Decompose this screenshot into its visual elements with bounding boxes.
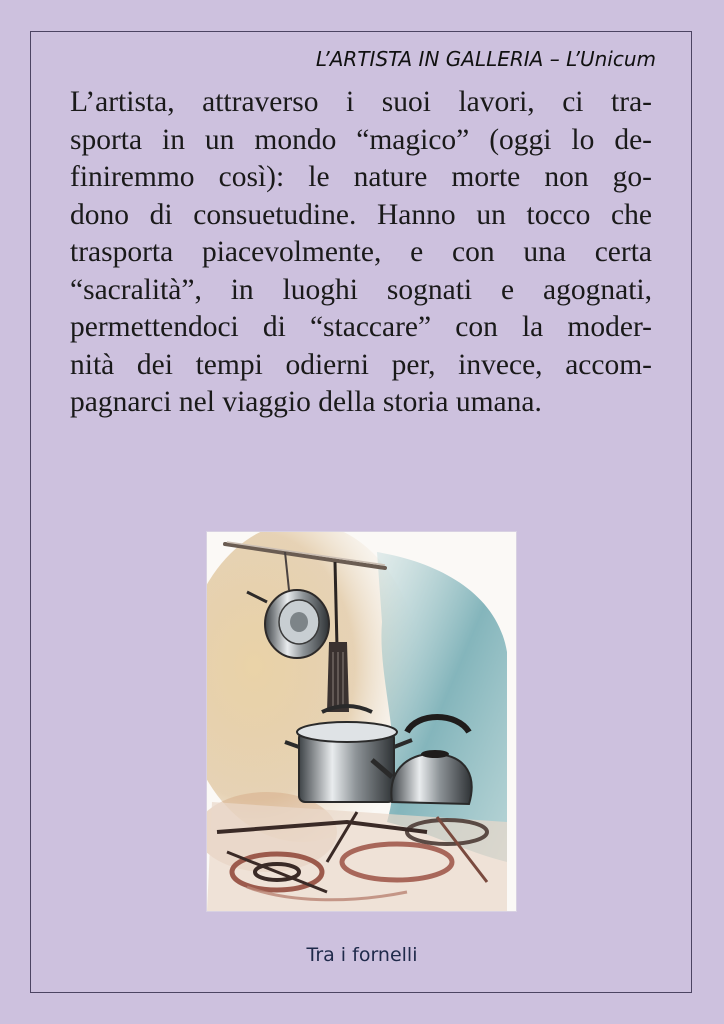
body-line: sporta in un mondo “magico” (oggi lo de- [70,123,652,156]
body-line: trasporta piacevolmente, e con una certa [70,236,652,268]
body-line: permettendoci di “staccare” con la moder- [70,311,652,343]
body-line: “sacralità”, in luoghi sognati e agognati, [70,273,652,306]
page-header: L’ARTISTA IN GALLERIA – L’Unicum [315,47,656,71]
article-body [70,84,652,422]
body-line: nità dei tempi odierni per, invece, accom- [70,348,652,381]
painting-caption: Tra i fornelli [306,944,418,966]
body-line: pagnarci nel viaggio della storia umana. [70,386,542,418]
painting-image [207,532,516,911]
painting-illustration [207,532,516,911]
body-line: dono di consuetudine. Hanno un tocco che [70,198,652,231]
body-line: L’artista, attraverso i suoi lavori, ci tra- [70,86,652,118]
body-line: finiremmo così): le nature morte non go- [70,161,652,193]
